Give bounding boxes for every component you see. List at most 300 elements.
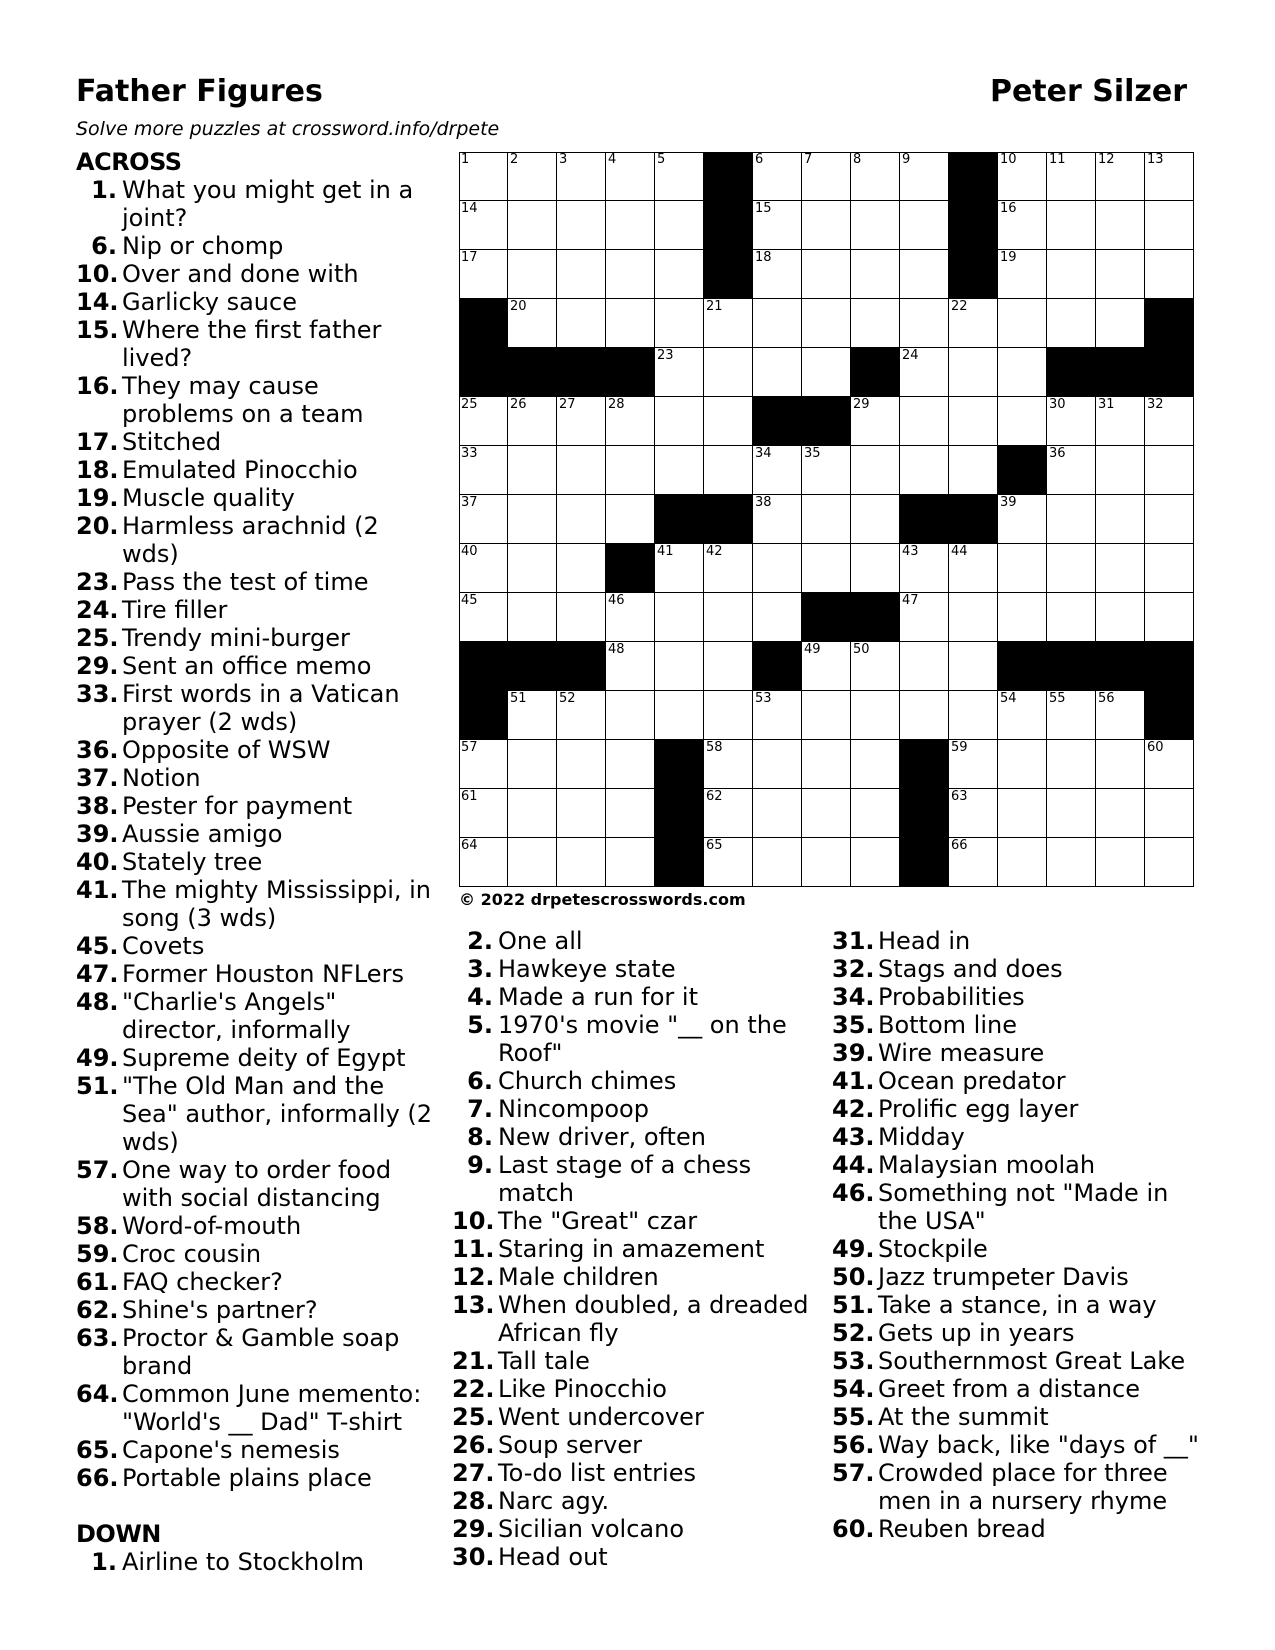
grid-cell[interactable]	[1047, 446, 1096, 495]
across-clue	[76, 764, 436, 792]
grid-cell[interactable]	[753, 299, 802, 348]
clue-text: Probabilities	[878, 983, 1025, 1011]
clue-text: One all	[498, 927, 583, 955]
grid-cell[interactable]	[655, 250, 704, 299]
clue-text: Wire measure	[878, 1039, 1045, 1067]
grid-cell[interactable]	[949, 446, 998, 495]
grid-cell[interactable]	[557, 446, 606, 495]
grid-cell[interactable]	[1047, 201, 1096, 250]
grid-cell[interactable]	[998, 740, 1047, 789]
grid-cell[interactable]	[802, 642, 851, 691]
grid-cell[interactable]	[1096, 593, 1145, 642]
grid-block	[900, 495, 949, 544]
grid-cell[interactable]	[655, 348, 704, 397]
grid-cell[interactable]	[459, 201, 508, 250]
grid-cell-number: 36	[1049, 446, 1066, 461]
grid-cell[interactable]	[851, 495, 900, 544]
clue-number: 33.	[76, 680, 119, 708]
grid-cell[interactable]	[704, 593, 753, 642]
grid-cell[interactable]	[655, 299, 704, 348]
grid-cell[interactable]	[753, 201, 802, 250]
grid-cell[interactable]	[802, 250, 851, 299]
grid-cell[interactable]	[1145, 152, 1194, 201]
grid-cell[interactable]	[851, 642, 900, 691]
grid-cell[interactable]	[1047, 740, 1096, 789]
down-clue-list-part-3	[832, 927, 1212, 1543]
grid-cell[interactable]	[606, 446, 655, 495]
grid-cell[interactable]	[459, 593, 508, 642]
grid-block	[557, 642, 606, 691]
down-clue	[832, 1403, 1212, 1431]
grid-cell[interactable]	[557, 593, 606, 642]
grid-cell[interactable]	[459, 446, 508, 495]
grid-cell[interactable]	[900, 446, 949, 495]
down-clue	[452, 1347, 832, 1375]
grid-cell[interactable]	[851, 740, 900, 789]
grid-cell-number: 49	[804, 642, 821, 657]
grid-cell-number: 43	[902, 544, 919, 559]
grid-cell[interactable]	[802, 691, 851, 740]
clue-number: 10.	[452, 1207, 495, 1235]
clue-text: Harmless arachnid (2 wds)	[122, 512, 379, 568]
grid-block	[704, 495, 753, 544]
grid-cell[interactable]	[704, 446, 753, 495]
grid-cell[interactable]	[1096, 544, 1145, 593]
down-clue	[452, 1067, 832, 1095]
clue-number: 39.	[832, 1039, 875, 1067]
grid-cell[interactable]	[1047, 152, 1096, 201]
across-clue	[76, 484, 436, 512]
grid-cell-number: 66	[951, 838, 968, 853]
grid-cell[interactable]	[1096, 789, 1145, 838]
grid-cell[interactable]	[1047, 544, 1096, 593]
grid-cell[interactable]	[606, 789, 655, 838]
clue-text: Head out	[498, 1543, 608, 1571]
down-clue	[832, 1291, 1212, 1319]
grid-cell[interactable]	[1096, 838, 1145, 887]
grid-cell[interactable]	[606, 299, 655, 348]
clue-number: 43.	[832, 1123, 875, 1151]
grid-cell[interactable]	[900, 152, 949, 201]
grid-cell[interactable]	[704, 691, 753, 740]
grid-cell[interactable]	[557, 838, 606, 887]
grid-cell[interactable]	[704, 838, 753, 887]
clue-text: Muscle quality	[122, 484, 295, 512]
grid-cell[interactable]	[459, 250, 508, 299]
grid-cell[interactable]	[557, 691, 606, 740]
grid-cell[interactable]	[1096, 299, 1145, 348]
grid-cell[interactable]	[851, 446, 900, 495]
grid-cell[interactable]	[508, 740, 557, 789]
grid-cell[interactable]	[606, 152, 655, 201]
clue-number: 13.	[452, 1291, 495, 1319]
grid-block	[459, 348, 508, 397]
grid-cell[interactable]	[900, 593, 949, 642]
grid-cell[interactable]	[508, 544, 557, 593]
clue-number: 46.	[832, 1179, 875, 1207]
grid-cell-number: 14	[461, 201, 478, 216]
grid-cell[interactable]	[655, 691, 704, 740]
grid-cell[interactable]	[851, 397, 900, 446]
clue-text: Over and done with	[122, 260, 359, 288]
grid-cell[interactable]	[802, 152, 851, 201]
across-clue	[76, 176, 436, 232]
grid-cell[interactable]	[508, 201, 557, 250]
grid-cell[interactable]	[1145, 789, 1194, 838]
grid-cell[interactable]	[704, 348, 753, 397]
grid-cell[interactable]	[655, 397, 704, 446]
grid-cell[interactable]	[557, 299, 606, 348]
grid-cell[interactable]	[802, 446, 851, 495]
grid-block	[1047, 642, 1096, 691]
grid-cell[interactable]	[753, 789, 802, 838]
grid-cell[interactable]	[704, 397, 753, 446]
grid-cell[interactable]	[753, 152, 802, 201]
clue-number: 27.	[452, 1459, 495, 1487]
grid-cell[interactable]	[753, 593, 802, 642]
grid-cell[interactable]	[998, 838, 1047, 887]
clue-text: Went undercover	[498, 1403, 704, 1431]
grid-cell[interactable]	[508, 593, 557, 642]
grid-cell[interactable]	[1145, 740, 1194, 789]
grid-cell[interactable]	[508, 495, 557, 544]
grid-cell[interactable]	[557, 397, 606, 446]
grid-cell[interactable]	[606, 593, 655, 642]
down-clue	[832, 1123, 1212, 1151]
clue-text: Last stage of a chess match	[498, 1151, 752, 1207]
grid-cell[interactable]	[998, 348, 1047, 397]
grid-cell-number: 46	[608, 593, 625, 608]
grid-cell[interactable]	[1047, 250, 1096, 299]
grid-cell[interactable]	[655, 642, 704, 691]
grid-cell-number: 3	[559, 152, 568, 167]
grid-cell[interactable]	[557, 740, 606, 789]
clue-text: Aussie amigo	[122, 820, 283, 848]
grid-cell-number: 6	[755, 152, 764, 167]
grid-cell[interactable]	[1096, 446, 1145, 495]
grid-cell[interactable]	[1145, 250, 1194, 299]
grid-cell[interactable]	[753, 740, 802, 789]
grid-cell[interactable]	[900, 642, 949, 691]
grid-cell-number: 19	[1000, 250, 1017, 265]
crossword-grid	[459, 152, 1194, 887]
grid-block	[1047, 348, 1096, 397]
grid-cell[interactable]	[655, 201, 704, 250]
grid-cell[interactable]	[998, 299, 1047, 348]
grid-cell[interactable]	[557, 201, 606, 250]
grid-cell[interactable]	[606, 397, 655, 446]
grid-cell[interactable]	[851, 691, 900, 740]
grid-block	[459, 642, 508, 691]
grid-cell[interactable]	[998, 691, 1047, 740]
clue-number: 55.	[832, 1403, 875, 1431]
grid-cell[interactable]	[459, 838, 508, 887]
grid-cell[interactable]	[851, 838, 900, 887]
grid-cell[interactable]	[851, 544, 900, 593]
grid-cell[interactable]	[998, 593, 1047, 642]
grid-cell-number: 21	[706, 299, 723, 314]
grid-cell[interactable]	[998, 397, 1047, 446]
grid-cell-number: 63	[951, 789, 968, 804]
grid-cell[interactable]	[949, 838, 998, 887]
grid-cell[interactable]	[508, 789, 557, 838]
grid-cell[interactable]	[1145, 544, 1194, 593]
grid-cell[interactable]	[753, 446, 802, 495]
grid-cell[interactable]	[949, 740, 998, 789]
clue-text: Greet from a distance	[878, 1375, 1141, 1403]
clue-number: 49.	[832, 1235, 875, 1263]
grid-cell[interactable]	[459, 789, 508, 838]
grid-cell[interactable]	[508, 152, 557, 201]
grid-cell-number: 34	[755, 446, 772, 461]
grid-cell[interactable]	[998, 495, 1047, 544]
grid-cell[interactable]	[851, 152, 900, 201]
grid-cell[interactable]	[606, 740, 655, 789]
clue-text: Staring in amazement	[498, 1235, 765, 1263]
grid-cell[interactable]	[998, 152, 1047, 201]
grid-cell[interactable]	[655, 544, 704, 593]
clue-number: 44.	[832, 1151, 875, 1179]
down-clue	[452, 1151, 832, 1207]
grid-cell[interactable]	[508, 446, 557, 495]
grid-cell[interactable]	[1096, 495, 1145, 544]
grid-cell[interactable]	[1096, 201, 1145, 250]
clue-number: 47.	[76, 960, 119, 988]
grid-block	[949, 250, 998, 299]
clue-text: Where the first father lived?	[122, 316, 382, 372]
grid-cell[interactable]	[508, 838, 557, 887]
clue-text: Stately tree	[122, 848, 263, 876]
clue-text: Covets	[122, 932, 205, 960]
clue-text: Nincompoop	[498, 1095, 649, 1123]
down-clue	[832, 1319, 1212, 1347]
clue-number: 23.	[76, 568, 119, 596]
grid-cell[interactable]	[606, 201, 655, 250]
grid-cell[interactable]	[655, 152, 704, 201]
down-clue	[452, 1459, 832, 1487]
down-clue	[452, 1403, 832, 1431]
clue-text: Something not "Made in the USA"	[878, 1179, 1169, 1235]
grid-cell[interactable]	[704, 740, 753, 789]
grid-cell[interactable]	[557, 152, 606, 201]
grid-cell[interactable]	[704, 789, 753, 838]
grid-cell[interactable]	[900, 397, 949, 446]
grid-cell[interactable]	[704, 544, 753, 593]
grid-cell[interactable]	[508, 250, 557, 299]
across-clue	[76, 596, 436, 624]
grid-cell-number: 51	[510, 691, 527, 706]
clue-number: 22.	[452, 1375, 495, 1403]
grid-cell[interactable]	[1096, 397, 1145, 446]
grid-cell[interactable]	[802, 789, 851, 838]
grid-cell[interactable]	[802, 348, 851, 397]
grid-cell[interactable]	[606, 838, 655, 887]
grid-cell[interactable]	[753, 348, 802, 397]
clue-number: 62.	[76, 1296, 119, 1324]
grid-cell[interactable]	[949, 593, 998, 642]
grid-cell[interactable]	[753, 838, 802, 887]
clue-text: Stags and does	[878, 955, 1063, 983]
grid-cell[interactable]	[802, 740, 851, 789]
grid-cell[interactable]	[655, 446, 704, 495]
down-clue	[832, 983, 1212, 1011]
grid-cell[interactable]	[998, 544, 1047, 593]
clue-text: Shine's partner?	[122, 1296, 318, 1324]
grid-cell-number: 62	[706, 789, 723, 804]
grid-cell-number: 48	[608, 642, 625, 657]
clue-number: 41.	[76, 876, 119, 904]
grid-cell[interactable]	[949, 397, 998, 446]
clue-text: Airline to Stockholm	[122, 1548, 364, 1576]
grid-cell[interactable]	[949, 789, 998, 838]
grid-cell[interactable]	[900, 250, 949, 299]
clue-number: 2.	[467, 927, 493, 955]
down-clue	[452, 1263, 832, 1291]
clue-number: 38.	[76, 792, 119, 820]
grid-cell[interactable]	[1047, 691, 1096, 740]
down-clue-column-2	[452, 927, 832, 1571]
grid-cell[interactable]	[753, 495, 802, 544]
clue-text: Pester for payment	[122, 792, 353, 820]
grid-cell[interactable]	[900, 544, 949, 593]
down-clue	[832, 1375, 1212, 1403]
grid-cell[interactable]	[1145, 495, 1194, 544]
grid-cell[interactable]	[900, 299, 949, 348]
clue-text: "The Old Man and the Sea" author, informally (2 wds)	[122, 1072, 433, 1156]
grid-cell[interactable]	[949, 642, 998, 691]
clue-text: Stockpile	[878, 1235, 988, 1263]
grid-cell[interactable]	[557, 544, 606, 593]
grid-cell[interactable]	[1145, 446, 1194, 495]
grid-cell[interactable]	[1096, 152, 1145, 201]
grid-cell[interactable]	[459, 740, 508, 789]
clue-number: 3.	[467, 955, 493, 983]
grid-cell-number: 15	[755, 201, 772, 216]
grid-cell[interactable]	[508, 691, 557, 740]
clue-number: 52.	[832, 1319, 875, 1347]
grid-cell[interactable]	[900, 348, 949, 397]
clue-number: 10.	[76, 260, 119, 288]
grid-cell-number: 54	[1000, 691, 1017, 706]
grid-cell[interactable]	[851, 201, 900, 250]
grid-cell[interactable]	[1047, 299, 1096, 348]
grid-cell[interactable]	[802, 495, 851, 544]
grid-cell-number: 33	[461, 446, 478, 461]
grid-cell[interactable]	[998, 250, 1047, 299]
grid-cell[interactable]	[1047, 397, 1096, 446]
grid-cell[interactable]	[1047, 495, 1096, 544]
grid-cell[interactable]	[851, 789, 900, 838]
grid-cell-number: 4	[608, 152, 617, 167]
grid-cell[interactable]	[998, 789, 1047, 838]
grid-cell[interactable]	[606, 495, 655, 544]
across-clue	[76, 820, 436, 848]
clue-text: One way to order food with social distancing	[122, 1156, 392, 1212]
grid-cell[interactable]	[949, 544, 998, 593]
grid-cell[interactable]	[802, 838, 851, 887]
grid-cell[interactable]	[753, 691, 802, 740]
grid-cell[interactable]	[606, 250, 655, 299]
down-clue	[452, 1011, 832, 1067]
grid-cell[interactable]	[459, 544, 508, 593]
grid-cell[interactable]	[1096, 740, 1145, 789]
grid-cell[interactable]	[1047, 593, 1096, 642]
grid-cell[interactable]	[851, 250, 900, 299]
clue-number: 35.	[832, 1011, 875, 1039]
grid-cell[interactable]	[557, 495, 606, 544]
grid-cell[interactable]	[655, 593, 704, 642]
grid-cell[interactable]	[459, 397, 508, 446]
grid-cell[interactable]	[753, 544, 802, 593]
grid-cell[interactable]	[1145, 397, 1194, 446]
grid-cell[interactable]	[949, 348, 998, 397]
grid-cell[interactable]	[949, 691, 998, 740]
grid-cell-number: 57	[461, 740, 478, 755]
grid-cell[interactable]	[606, 691, 655, 740]
across-clue	[76, 428, 436, 456]
down-clue	[452, 1487, 832, 1515]
clue-text: Capone's nemesis	[122, 1436, 340, 1464]
grid-cell[interactable]	[1096, 250, 1145, 299]
grid-cell[interactable]	[1145, 593, 1194, 642]
clue-text: Opposite of WSW	[122, 736, 331, 764]
grid-cell[interactable]	[606, 642, 655, 691]
grid-cell[interactable]	[900, 201, 949, 250]
grid-cell[interactable]	[900, 691, 949, 740]
grid-cell[interactable]	[557, 789, 606, 838]
grid-cell-number: 39	[1000, 495, 1017, 510]
clue-number: 65.	[76, 1436, 119, 1464]
grid-cell[interactable]	[704, 299, 753, 348]
grid-block	[949, 201, 998, 250]
grid-block	[655, 495, 704, 544]
grid-cell-number: 35	[804, 446, 821, 461]
clue-number: 39.	[76, 820, 119, 848]
grid-cell[interactable]	[1047, 838, 1096, 887]
grid-cell[interactable]	[1047, 789, 1096, 838]
grid-cell[interactable]	[949, 299, 998, 348]
clue-number: 26.	[452, 1431, 495, 1459]
grid-cell[interactable]	[851, 299, 900, 348]
down-clue	[452, 1515, 832, 1543]
grid-cell[interactable]	[802, 299, 851, 348]
down-clue-list-part-2	[452, 927, 832, 1571]
grid-block	[851, 348, 900, 397]
grid-cell[interactable]	[998, 201, 1047, 250]
grid-cell[interactable]	[802, 201, 851, 250]
grid-block	[900, 789, 949, 838]
grid-cell[interactable]	[459, 152, 508, 201]
clue-number: 1.	[91, 176, 117, 204]
clue-text: The mighty Mississippi, in song (3 wds)	[122, 876, 431, 932]
grid-cell[interactable]	[1096, 691, 1145, 740]
grid-cell[interactable]	[459, 495, 508, 544]
grid-block	[753, 397, 802, 446]
grid-cell[interactable]	[1145, 201, 1194, 250]
grid-cell[interactable]	[753, 250, 802, 299]
grid-cell-number: 23	[657, 348, 674, 363]
grid-block	[508, 642, 557, 691]
grid-cell-number: 61	[461, 789, 478, 804]
grid-block	[1096, 348, 1145, 397]
grid-cell[interactable]	[802, 544, 851, 593]
grid-cell[interactable]	[508, 299, 557, 348]
grid-cell[interactable]	[557, 250, 606, 299]
grid-cell-number: 44	[951, 544, 968, 559]
grid-cell[interactable]	[508, 397, 557, 446]
grid-cell[interactable]	[1145, 838, 1194, 887]
grid-cell[interactable]	[704, 642, 753, 691]
